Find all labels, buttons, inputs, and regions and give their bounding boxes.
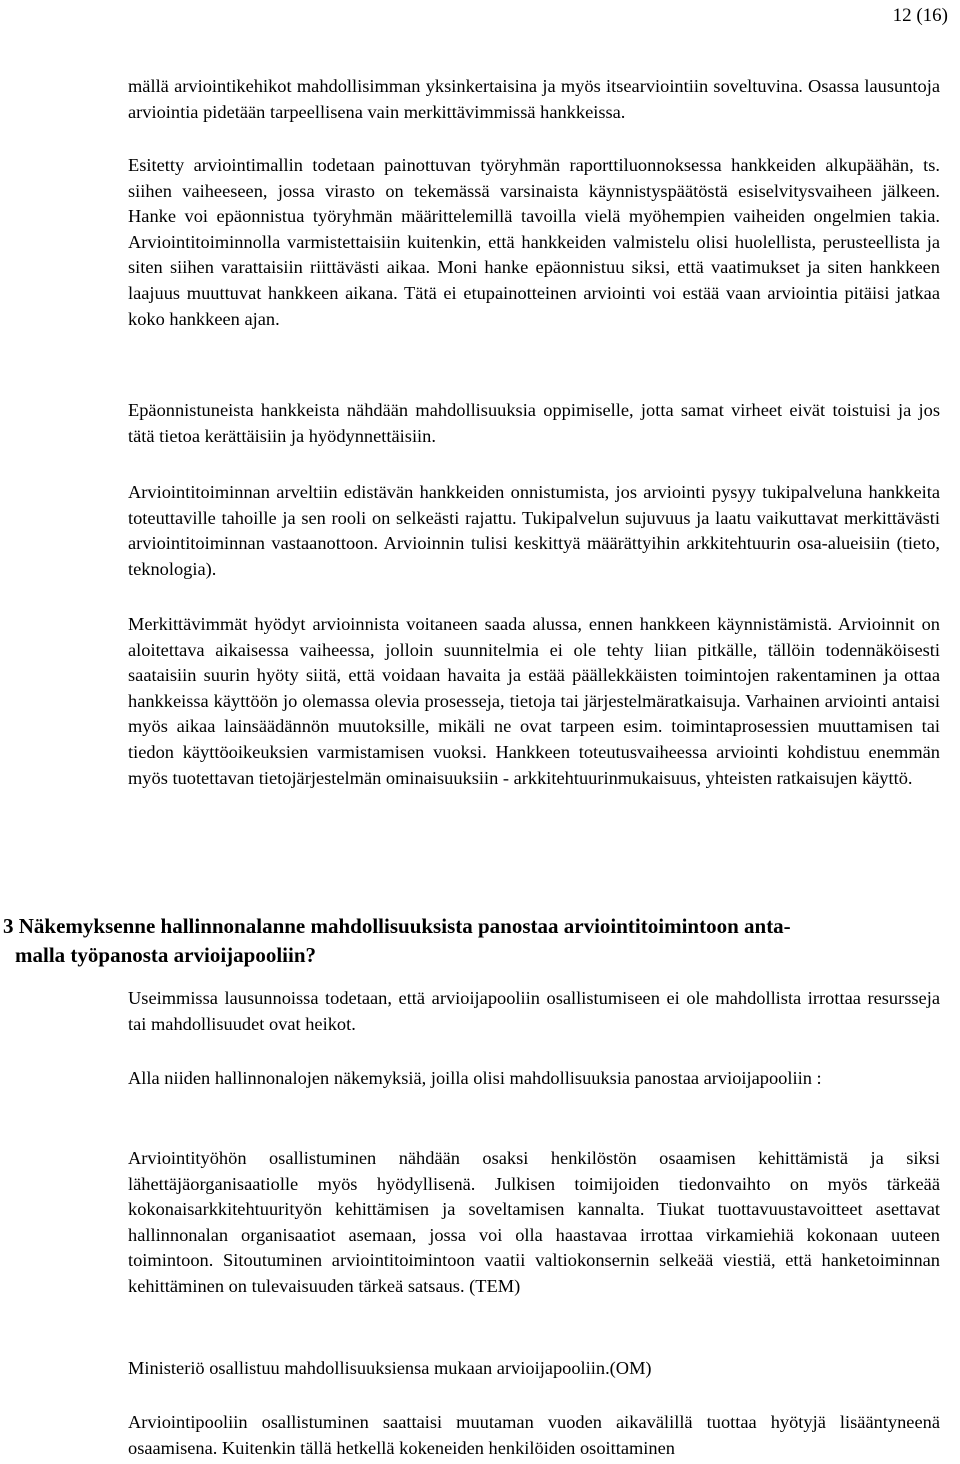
section-heading-line-2: malla työpanosta arvioijapooliin?: [15, 943, 317, 967]
page-number: 12 (16): [892, 5, 948, 26]
section-heading-line-1: 3 Näkemyksenne hallinnonalanne mahdollisuuksista panostaa arviointitoimintoon anta-: [3, 914, 791, 938]
paragraph-8: Arviointityöhön osallistuminen nähdään osaksi henkilöstön osaamisen kehittämistä ja siksi lähettäjäorganisaatiolle myös hyödyllisenä. Julkisen toimijoiden tiedonvaihto on myös tärkeää kokonaisarkkitehtuurityön kehittämisen ja soveltamisen kannalta. Tiukat tuottavuustavoitteet asettavat hallinnonalan organisaatiot asemaan, jossa voi olla haastavaa irrottaa virkamiehiä kokonaan uuteen toimintoon. Sitoutuminen arviointitoimintoon vaatii valtiokonsernin selkeää viestiä, että hanketoiminnan kehittäminen on tulevaisuuden tärkeä satsaus. (TEM): [128, 1148, 940, 1296]
section-heading: [3, 912, 943, 970]
paragraph-3: Epäonnistuneista hankkeista nähdään mahdollisuuksia oppimiselle, jotta samat virheet eivät toistuisi ja jos tätä tietoa kerättäisiin ja hyödynnettäisiin.: [128, 400, 940, 446]
paragraph-9: Ministeriö osallistuu mahdollisuuksiensa mukaan arvioijapooliin.(OM): [128, 1358, 652, 1378]
paragraph-1: mällä arviointikehikot mahdollisimman yksinkertaisina ja myös itsearviointiin soveltuvina. Osassa lausuntoja arviointia pidetään tarpeellisena vain merkittävimmissä hankkeissa.: [128, 76, 940, 122]
paragraph-6: Useimmissa lausunnoissa todetaan, että arvioijapooliin osallistumiseen ei ole mahdollista irrottaa resursseja tai mahdollisuudet ovat heikot.: [128, 988, 940, 1034]
paragraph-10: Arviointipooliin osallistuminen saattaisi muutaman vuoden aikavälillä tuottaa hyötyjä lisääntyneenä osaamisena. Kuitenkin tällä hetkellä kokeneiden henkilöiden osoittaminen: [128, 1412, 940, 1458]
paragraph-2: Esitetty arviointimallin todetaan painottuvan työryhmän raporttiluonnoksessa hankkeiden alkupäähän, ts. siihen vaiheeseen, jossa virasto on tekemässä varsinaista käynnistyspäätöstä esiselvitysvaiheen jälkeen. Hanke voi epäonnistua työryhmän määrittelemillä tavoilla vielä myöhempien vaiheiden ongelmien takia. Arviointitoiminnolla varmistettaisiin kuitenkin, että hankkeiden valmistelu olisi huolellista, perusteellista ja siten siihen varattaisiin riittävästi aikaa. Moni hanke epäonnistuu siksi, että vaatimukset ja siten hankkeen laajuus muuttuvat hankkeen aikana. Tätä ei etupainotteinen arviointi voi estää vaan arviointia pitäisi jatkaa koko hankkeen ajan.: [128, 155, 940, 329]
paragraph-7: Alla niiden hallinnonalojen näkemyksiä, joilla olisi mahdollisuuksia panostaa arvioijapooliin :: [128, 1068, 822, 1088]
paragraph-4: Arviointitoiminnan arveltiin edistävän hankkeiden onnistumista, jos arviointi pysyy tukipalveluna hankkeita toteuttaville tahoille ja sen rooli on selkeästi rajattu. Tukipalvelun sujuvuus ja laatu vaikuttavat merkittävästi arviointitoiminnan vastaanottoon. Arvioinnin tulisi keskittyä määrättyihin arkkitehtuurin osa-alueisiin (tieto, teknologia).: [128, 482, 940, 579]
paragraph-5: Merkittävimmät hyödyt arvioinnista voitaneen saada alussa, ennen hankkeen käynnistämistä. Arvioinnit on aloitettava aikaisessa vaiheessa, jolloin suunnitelmia ei ole tehty liian pitkälle, tällöin todennäköisesti saataisiin suurin hyöty siitä, että voidaan havaita ja estää päällekkäisten toimintojen rakentaminen ja ottaa hankkeissa käyttöön jo olemassa olevia prosesseja, tietoja tai järjestelmäratkaisuja. Varhainen arviointi antaisi myös aikaa lainsäädännön muutoksille, mikäli ne ovat tarpeen esim. toimintaprosessien muuttamisen tai tiedon käyttöoikeuksien varmistamisen vuoksi. Hankkeen toteutusvaiheessa arviointi kohdistuu enemmän myös tuotettavan tietojärjestelmän ominaisuuksiin - arkkitehtuurinmukaisuus, yhteisten ratkaisujen käyttö.: [128, 614, 940, 788]
